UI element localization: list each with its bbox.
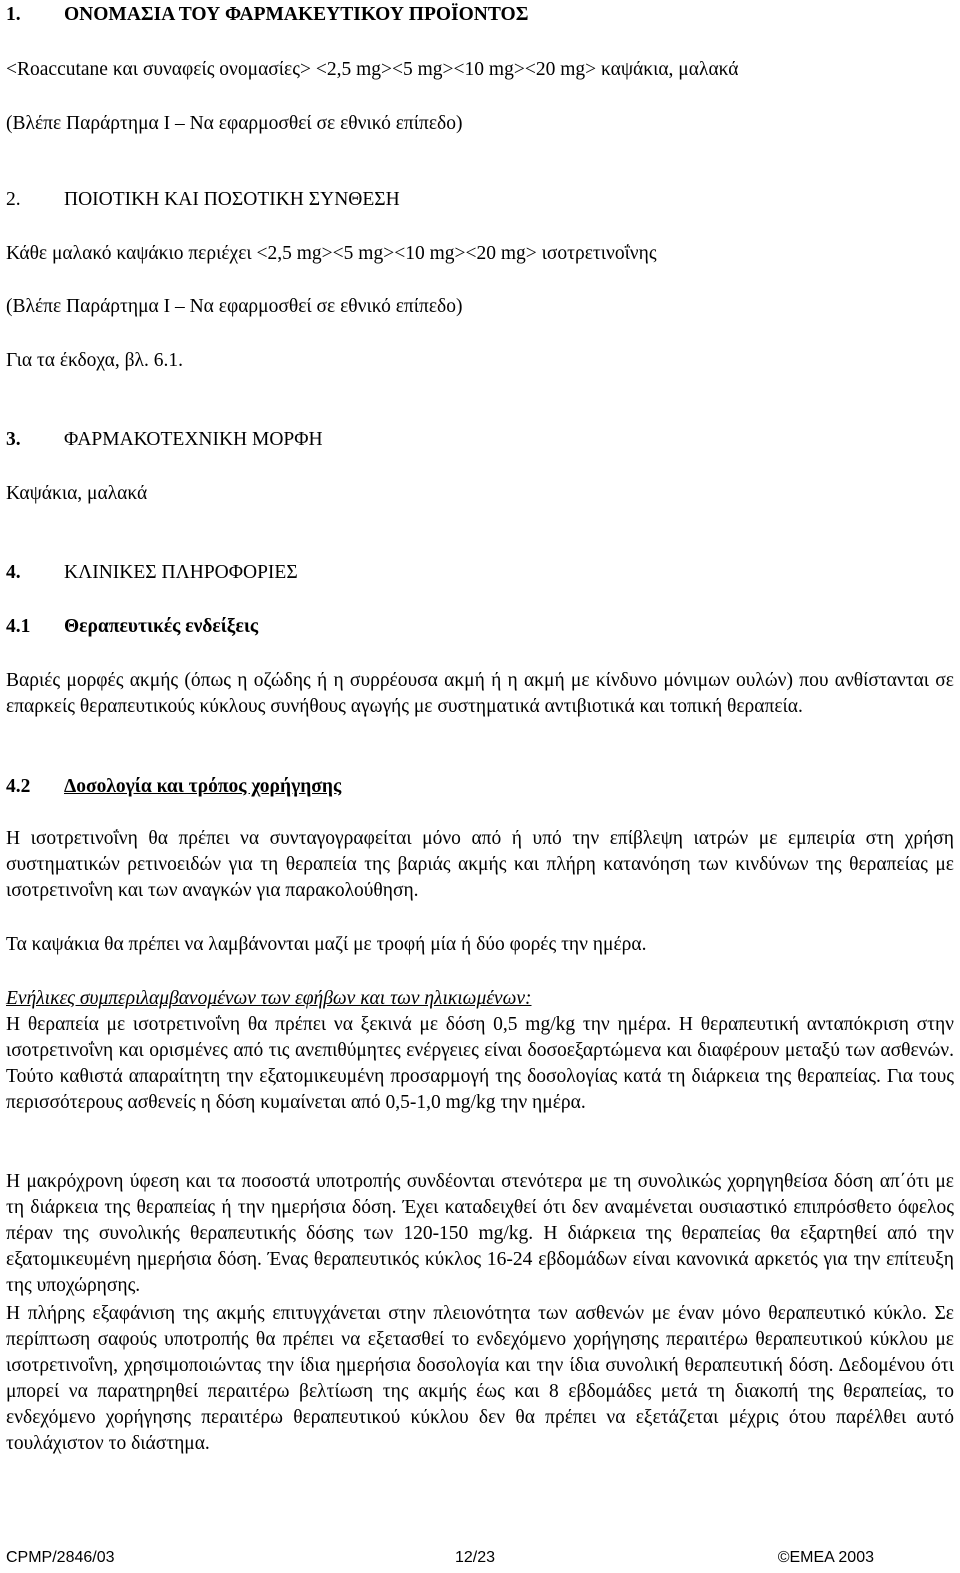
section-title: ΠΟΙΟΤΙΚΗ ΚΑΙ ΠΟΣΟΤΙΚΗ ΣΥΝΘΕΣΗ	[64, 189, 400, 210]
section-number: 2.	[6, 189, 21, 210]
product-name-line: <Roaccutane και συναφείς ονομασίες> <2,5 mg><5 mg><10 mg><20 mg> καψάκια, μαλακά	[6, 59, 739, 80]
section-number: 4.1	[6, 616, 31, 637]
indications-paragraph: Βαριές μορφές ακμής (όπως η οζώδης ή η συρρέουσα ακμή ή η ακμή με κίνδυνο μόνιμων ουλών) που ανθίστανται σε επαρκείς θεραπευτικούς κύκλους συνήθους αγωγής με συστηματικά αντιβιοτικά και τοπική θεραπεία.	[6, 670, 954, 717]
section-1-heading	[6, 2, 528, 28]
adults-dosage-paragraph: Η θεραπεία με ισοτρετινοΐνη θα πρέπει να ξεκινά με δόση 0,5 mg/kg την ημέρα. Η θεραπευτική ανταπόκριση στην ισοτρετινοΐνη και ορισμένες από τις ανεπιθύμητες ενέργειες είναι δοσοεξαρτώμενα και διαφέρουν μεταξύ των ασθενών. Τούτο καθιστά απαραίτητη την εξατομικευμένη προσαρμογή της δοσολογίας κατά τη διάρκεια της θεραπείας. Για τους περισσότερους ασθενείς η δόση κυμαίνεται από 0,5-1,0 mg/kg την ημέρα.	[6, 1014, 954, 1113]
section-number: 4.2	[6, 776, 31, 797]
footer-doc-ref: CPMP/2846/03	[6, 1549, 115, 1566]
section-number: 4.	[6, 562, 21, 583]
intake-paragraph: Τα καψάκια θα πρέπει να λαμβάνονται μαζί με τροφή μία ή δύο φορές την ημέρα.	[6, 934, 647, 955]
section-number: 1.	[6, 4, 21, 25]
annex-reference: (Βλέπε Παράρτημα Ι – Να εφαρμοσθεί σε εθνικό επίπεδο)	[6, 296, 463, 317]
composition-line: Κάθε μαλακό καψάκιο περιέχει <2,5 mg><5 mg><10 mg><20 mg> ισοτρετινοΐνης	[6, 243, 657, 264]
section-number: 3.	[6, 429, 21, 450]
remission-paragraph: Η μακρόχρονη ύφεση και τα ποσοστά υποτροπής συνδέονται στενότερα με τη συνολικώς χορηγηθείσα δόση απ΄ότι με τη διάρκεια της θεραπείας ή την ημερήσια δόση. Έχει καταδειχθεί ότι δεν αναμένεται ουσιαστικό επιπρόσθετο όφελος πέραν της συνολικής θεραπευτικής δόσης των 120-150 mg/kg. Η διάρκεια της θεραπείας θα εξαρτηθεί από την εξατομικευμένη ημερήσια δόση. Ένας θεραπευτικός κύκλος 16-24 εβδομάδων είναι κανονικά αρκετός για την επίτευξη της υποχώρησης.	[6, 1171, 954, 1296]
section-title: Θεραπευτικές ενδείξεις	[64, 616, 259, 637]
section-title: ΚΛΙΝΙΚΕΣ ΠΛΗΡΟΦΟΡΙΕΣ	[64, 562, 298, 583]
annex-reference: (Βλέπε Παράρτημα Ι – Να εφαρμοσθεί σε εθνικό επίπεδο)	[6, 113, 463, 134]
section-4-heading	[6, 560, 298, 586]
section-4-2-heading	[6, 774, 341, 800]
section-title: ΟΝΟΜΑΣΙΑ ΤΟΥ ΦΑΡΜΑΚΕΥΤΙΚΟΥ ΠΡΟΪΟΝΤΟΣ	[64, 4, 529, 25]
pharmaceutical-form-line: Καψάκια, μαλακά	[6, 483, 148, 504]
relapse-paragraph: Η πλήρης εξαφάνιση της ακμής επιτυγχάνεται στην πλειονότητα των ασθενών με έναν μόνο θεραπευτικό κύκλο. Σε περίπτωση σαφούς υποτροπής θα πρέπει να εξετασθεί το ενδεχόμενο χορήγησης περαιτέρω θεραπευτικού κύκλου με ισοτρετινοΐνη, χρησιμοποιώντας την ίδια ημερήσια δοσολογία και την ίδια συνολική θεραπευτική δόση. Δεδομένου ότι μπορεί να παρατηρηθεί περαιτέρω βελτίωση της ακμής έως και 8 εβδομάδες μετά τη διακοπή της θεραπείας, το ενδεχόμενο χορήγησης περαιτέρω θεραπευτικού κύκλου δεν θα πρέπει να εξετάζεται μέχρις ότου παρέλθει αυτό τουλάχιστον το διάστημα.	[6, 1303, 954, 1454]
footer-copyright: ©EMEA 2003	[777, 1549, 874, 1566]
adults-subheading: Ενήλικες συμπεριλαμβανομένων των εφήβων και των ηλικιωμένων:	[6, 988, 532, 1009]
footer-page-number: 12/23	[455, 1549, 496, 1566]
section-3-heading	[6, 427, 323, 453]
excipients-line: Για τα έκδοχα, βλ. 6.1.	[6, 350, 183, 371]
prescribing-paragraph: Η ισοτρετινοΐνη θα πρέπει να συνταγογραφείται μόνο από ή υπό την επίβλεψη ιατρών με εμπειρία στη χρήση συστηματικών ρετινοειδών για τη θεραπεία της βαριάς ακμής και πλήρη κατανόηση των κινδύνων της θεραπείας με ισοτρετινοΐνη και των αναγκών για παρακολούθηση.	[6, 828, 954, 901]
section-title: ΦΑΡΜΑΚΟΤΕΧΝΙΚΗ ΜΟΡΦΗ	[64, 429, 323, 450]
section-4-1-heading	[6, 614, 258, 640]
section-2-heading	[6, 187, 400, 213]
section-title: Δοσολογία και τρόπος χορήγησης	[64, 776, 342, 797]
